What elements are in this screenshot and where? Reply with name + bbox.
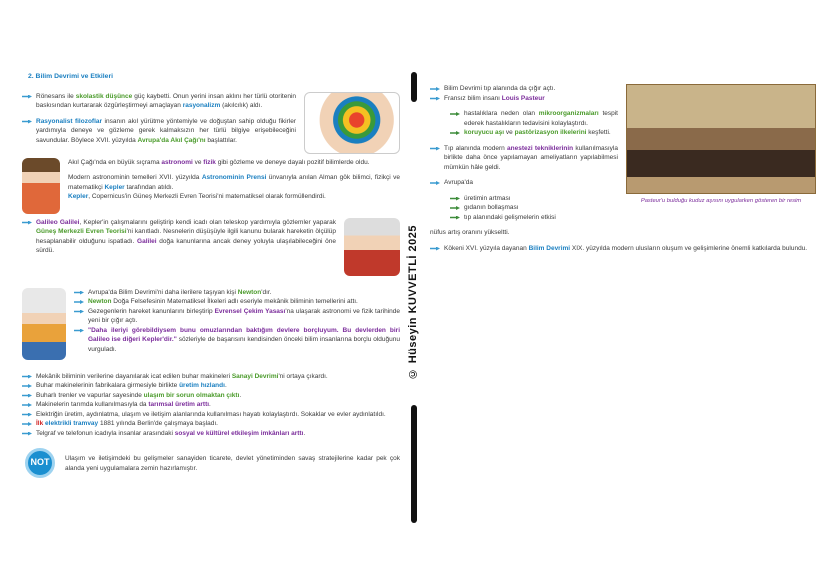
text-segment: , Kepler'in çalışmalarını geliştirip kendi icadı olan teleskop yardımıyla gözlemler yaparak <box>79 218 336 226</box>
highlight-text: Güneş Merkezli Evren Teorisi <box>36 228 127 235</box>
list-item <box>450 213 816 223</box>
text-segment: tespit ederek hastalıkların tedavisini kolaylaştırdı. <box>464 110 618 127</box>
highlight-text: astronomi <box>161 158 193 166</box>
paragraph-kepler-copernicus <box>22 192 400 202</box>
text-segment: tarafından atıldı. <box>124 183 174 191</box>
industrial-list <box>22 372 400 439</box>
highlight-text: İlk <box>36 420 44 427</box>
highlight-text: Avrupa'da Akıl Çağı'nı <box>137 136 206 144</box>
right-column <box>430 84 816 259</box>
highlight-text: fizik <box>203 158 216 166</box>
highlight-text: Louis Pasteur <box>501 94 545 102</box>
text-segment: . <box>239 391 242 399</box>
highlight-text: üretim hızlandı <box>179 382 225 389</box>
text-segment: 'ni kanıtladı. Nesnelerin düşüşüyle ilgili kanunu bularak hareketin ölçülüp hesaplanabilir olduğunu ispatladı. <box>36 228 336 245</box>
text-segment: ve <box>504 129 515 136</box>
list-item <box>22 381 400 391</box>
list-item <box>450 128 816 138</box>
list-item <box>22 391 400 401</box>
paragraph-population <box>430 228 816 238</box>
text-segment: kullanılmasıyla birlikte daha önce yapılamayan ameliyatların yapılabilmesi mümkün hâle geldi. <box>444 144 618 171</box>
list-item <box>450 194 816 204</box>
text-segment: Tıp alanında modern <box>444 144 507 152</box>
text-segment: . <box>303 429 306 437</box>
text-segment: 'dır. <box>261 288 272 296</box>
text-segment: Gezegenlerin hareket kanunlarını birleştirip <box>88 307 215 315</box>
text-segment: gibi gözleme ve deneye dayalı pozitif bilimlerde oldu. <box>215 158 370 166</box>
highlight-text: Kepler <box>104 183 125 191</box>
paragraph-origins <box>430 244 816 254</box>
paragraph-rationalists <box>22 117 400 146</box>
paragraph-galileo <box>22 218 400 256</box>
list-item <box>74 326 400 355</box>
highlight-text: Kepler <box>68 193 89 200</box>
painting-caption: Pasteur'u bulduğu kuduz aşısını uygularken gösteren bir resim <box>640 198 802 204</box>
text-segment: Doğa Felsefesinin Matematiksel İlkeleri adlı eseriyle mekânik biliminin temellerini attı. <box>111 298 358 305</box>
list-item <box>450 203 816 213</box>
pasteur-list <box>450 109 816 138</box>
text-segment: Akıl Çağı'nda en büyük sıçrama <box>68 158 162 166</box>
divider-bottom <box>411 405 417 523</box>
text-segment: Buhar makinelerinin fabrikalara girmesiyle birlikte <box>36 382 180 389</box>
paragraph-pasteur <box>430 94 816 104</box>
text-segment: ünvanıyla anılan Alman gök bilimci, fizikçi ve matematikçi <box>68 174 401 191</box>
highlight-text: Newton <box>88 298 112 305</box>
highlight-text: sosyal ve kültürel etkileşim imkânları arttı <box>174 429 304 437</box>
highlight-text: rasyonalizm <box>182 102 221 109</box>
paragraph-astronomy <box>22 158 400 168</box>
text-segment: (akılcılık) aldı. <box>220 102 263 109</box>
paragraph-europe <box>430 178 816 188</box>
note-badge: NOT <box>25 448 55 478</box>
highlight-text: mikroorganizmaları <box>538 110 599 117</box>
text-segment: güç kaybetti. Onun yerini insan aklını her türlü otoritenin baskısından kurtararak özgürleştirmeyi amaçlayan <box>36 92 297 109</box>
highlight-text: Galileo Galilei <box>36 218 80 226</box>
text-segment: Rönesans ile <box>36 92 76 100</box>
watermark: © Hüseyin KUVVETLİ 2025 <box>407 225 419 380</box>
paragraph-anesthesia <box>430 144 816 173</box>
text-segment: 1881 yılında Berlin'de çalışmaya başladı. <box>98 420 218 427</box>
highlight-text: Evrensel Çekim Yasası <box>214 307 286 315</box>
highlight-text: ulaşım bir sorun olmaktan çıktı <box>143 391 240 399</box>
list-item <box>22 429 400 439</box>
text-segment: keşfetti. <box>586 129 611 136</box>
highlight-text: elektrikli tramvay <box>45 420 99 427</box>
text-segment: Fransız bilim insanı <box>444 94 502 102</box>
text-segment: üretimin artması <box>464 194 511 202</box>
text-segment: Avrupa'da Bilim Devrimi'ni daha ilerilere taşıyan kişi <box>88 288 238 296</box>
list-item <box>74 288 400 298</box>
highlight-text: Newton <box>237 288 262 296</box>
text-segment: Bilim Devrimi tıp alanında da çığır açtı. <box>444 85 556 92</box>
list-item <box>450 109 816 128</box>
text-segment: 'na ulaşarak astronomi ve fizik tarihinde yeni bir çığır açtı. <box>88 307 400 324</box>
highlight-text: tarımsal üretim arttı <box>148 401 210 408</box>
list-item <box>22 410 400 420</box>
text-segment: doğa kanunlarına ancak deney yoluyla ulaşılabileceğini öne sürdü. <box>36 237 336 254</box>
text-segment: sözleriyle de başarısını kendisinden önceki bilim insanlarına borçlu olduğunu vurguladı. <box>88 336 400 353</box>
list-item <box>22 400 400 410</box>
text-segment: , Copernicus'in Güneş Merkezli Evren Teorisi'ni matematiksel olarak formüllendirdi. <box>88 193 326 200</box>
text-segment: ve <box>192 158 204 166</box>
text-segment: XIX. yüzyılda modern ulusların oluşum ve gelişimlerine önemli katkılarda bulundu. <box>570 244 808 252</box>
left-column <box>22 72 400 478</box>
highlight-text: "Daha ileriyi görebildiysem bunu omuzlarından baktığım devlere borçluyum. Bu devlerden biri Galileo ise diğeri Kepler'dir." <box>88 326 400 343</box>
text-segment: . <box>224 382 227 389</box>
text-segment: Buharlı trenler ve vapurlar sayesinde <box>36 391 144 399</box>
highlight-text: Sanayi Devrimi <box>231 372 279 380</box>
newton-illustration <box>22 288 66 360</box>
text-segment: insanın akıl yürütme yöntemiyle ve doğuştan sahip olduğu fikirler yardımıyla deneye ve gözleme gerek kalmaksızın her türlü bilgiye erişebileceğini savundular. Böylece XVII. yüzyılda <box>36 117 297 144</box>
text-segment: Makinelerin tarımda kullanılmasıyla da <box>36 401 149 408</box>
list-item <box>22 419 400 429</box>
newton-list <box>74 288 400 355</box>
kepler-illustration <box>22 158 60 214</box>
highlight-text: Galilei <box>137 237 157 245</box>
text-segment: 'ni ortaya çıkardı. <box>278 372 328 380</box>
text-segment: . <box>209 401 211 408</box>
highlight-text: koruyucu aşı <box>464 129 505 136</box>
text-segment: hastalıklara neden olan <box>464 110 539 117</box>
highlight-text: Rasyonalist filozoflar <box>36 117 103 125</box>
highlight-text: skolastik düşünce <box>75 92 133 100</box>
text-segment: tıp alanındaki gelişmelerin etkisi <box>464 213 556 221</box>
text-segment: Elektriğin üretim, aydınlatma, ulaşım ve iletişim alanlarında kullanılması hayatı kolaylaştırdı. Sokaklar ve evler aydınlatıldı. <box>36 410 386 418</box>
text-segment: Avrupa'da <box>444 179 473 186</box>
highlight-text: pastörizasyon ilkelerini <box>514 129 587 136</box>
paragraph-kepler <box>22 173 400 192</box>
list-item <box>74 297 400 307</box>
text-segment: nüfus artış oranını yükseltti. <box>430 229 510 236</box>
highlight-text: anestezi tekniklerinin <box>507 144 574 152</box>
text-segment: Modern astronominin temelleri XVII. yüzyılda <box>68 174 202 181</box>
list-item <box>74 307 400 326</box>
list-item <box>22 372 400 382</box>
text-segment: Telgraf ve telefonun icadıyla insanlar arasındaki <box>36 429 175 437</box>
highlight-text: Astronominin Prensi <box>201 174 267 181</box>
text-segment: Kökeni XVI. yüzyıla dayanan <box>444 244 529 252</box>
divider-top <box>411 72 417 102</box>
text-segment: Mekânik biliminin verilerine dayanılarak icat edilen buhar makineleri <box>36 372 232 380</box>
europe-list <box>450 194 816 223</box>
paragraph-medicine <box>430 84 816 94</box>
note-text: Ulaşım ve iletişimdeki bu gelişmeler sanayiden ticarete, devlet yönetiminden savaş stratejilerine kadar pek çok alanda yeni uygulamalara zemin hazırlamıştır. <box>65 455 400 472</box>
paragraph-renaissance <box>22 92 400 111</box>
text-segment: başlattılar. <box>205 136 237 144</box>
highlight-text: Bilim Devrimi <box>528 244 571 252</box>
section-title: 2. Bilim Devrimi ve Etkileri <box>28 73 114 80</box>
text-segment: gıdanın bollaşması <box>464 204 519 211</box>
